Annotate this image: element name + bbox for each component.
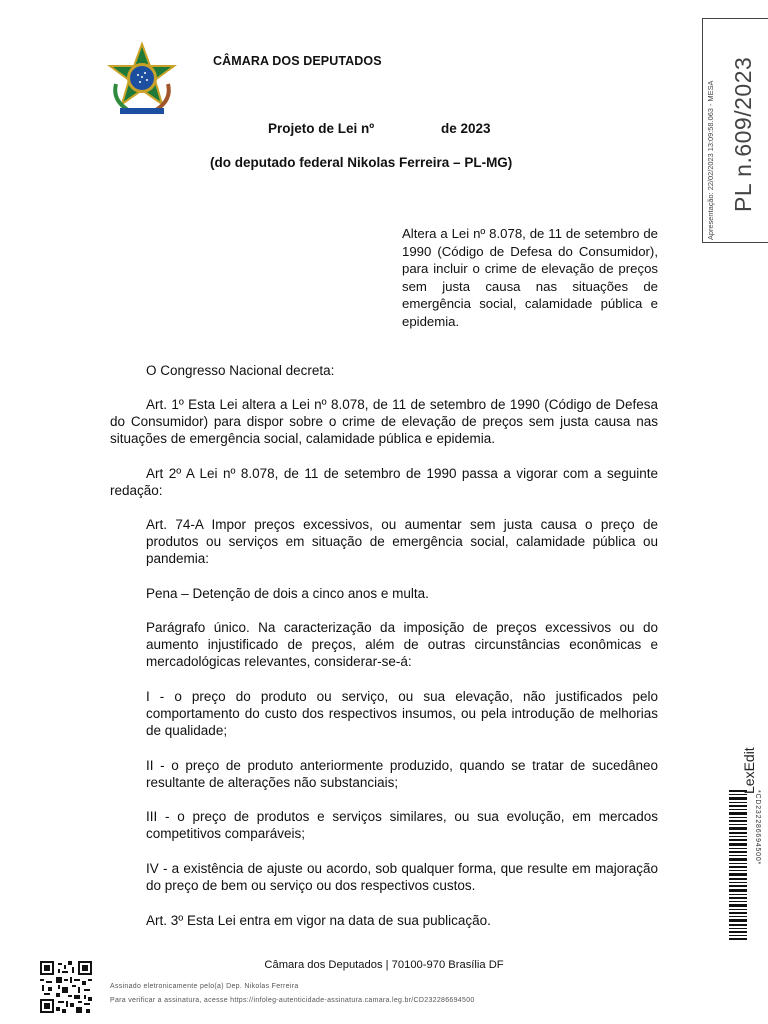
decree-clause: O Congresso Nacional decreta: [146,363,335,378]
verification-link[interactable]: Para verificar a assinatura, acesse https://infoleg-autenticidade-assinatura.camara.leg.br/CD232286694500 [110,997,475,1004]
project-author: (do deputado federal Nikolas Ferreira – PL-MG) [210,155,513,170]
sole-paragraph: Parágrafo único. Na caracterização da imposição de preços excessivos ou do aumento injustificado de preços, além de outras circunstâncias econômicas e mercadológicas relevantes, considerar-se-á: [146,620,658,669]
project-number-stamp: PL n.609/2023 [730,56,756,212]
footer-address: Câmara dos Deputados | 70100-970 Brasília DF [264,959,504,971]
qr-code-icon[interactable] [40,961,92,1013]
item-ii: II - o preço de produto anteriormente produzido, quando se tratar de sucedâneo resultante de alterações não substanciais; [146,758,658,790]
item-iv: IV - a existência de ajuste ou acordo, sob qualquer forma, que resulte em majoração do preço de bem ou serviço ou dos respectivos custos. [146,861,658,893]
barcode-code: *CD232286694500* [754,790,761,866]
item-i: I - o preço do produto ou serviço, ou sua elevação, não justificados pelo comportamento do custo dos respectivos insumos, ou pela introdução de melhorias de qualidade; [146,689,658,738]
project-label: Projeto de Lei nº [268,121,375,136]
signature-notice: Assinado eletronicamente pelo(a) Dep. Nikolas Ferreira [110,983,299,990]
lexedit-logo: LexEdit [741,747,757,794]
article-2: Art 2º A Lei nº 8.078, de 11 de setembro de 1990 passa a vigorar com a seguinte redação: [110,466,658,498]
item-iii: III - o preço de produtos e serviços similares, ou sua evolução, em mercados competitivos comparáveis; [146,809,658,841]
article-1: Art. 1º Esta Lei altera a Lei nº 8.078, de 11 de setembro de 1990 (Código de Defesa do Consumidor) para dispor sobre o crime de elevação de preços sem justa causa nas situações de emergência social, calamidade pública e epidemia. [110,397,658,446]
project-year: de 2023 [441,121,491,136]
ementa: Altera a Lei nº 8.078, de 11 de setembro de 1990 (Código de Defesa do Consumidor), para incluir o crime de elevação de preços sem justa causa nas situações de emergência social, calamidade pública e epidemia. [402,226,658,329]
article-74a: Art. 74-A Impor preços excessivos, ou aumentar sem justa causa o preço de produtos ou serviços em situação de emergência social, calamidade pública ou pandemia: [146,517,658,566]
article-3: Art. 3º Esta Lei entra em vigor na data de sua publicação. [146,913,491,928]
presentation-stamp-date: Apresentação: 22/02/2023 13:09:58.063 - MESA [706,80,715,240]
penalty-clause: Pena – Detenção de dois a cinco anos e multa. [146,586,429,601]
barcode-icon [729,790,747,940]
coat-of-arms-emblem [104,40,180,120]
institution-title: CÂMARA DOS DEPUTADOS [213,54,382,68]
